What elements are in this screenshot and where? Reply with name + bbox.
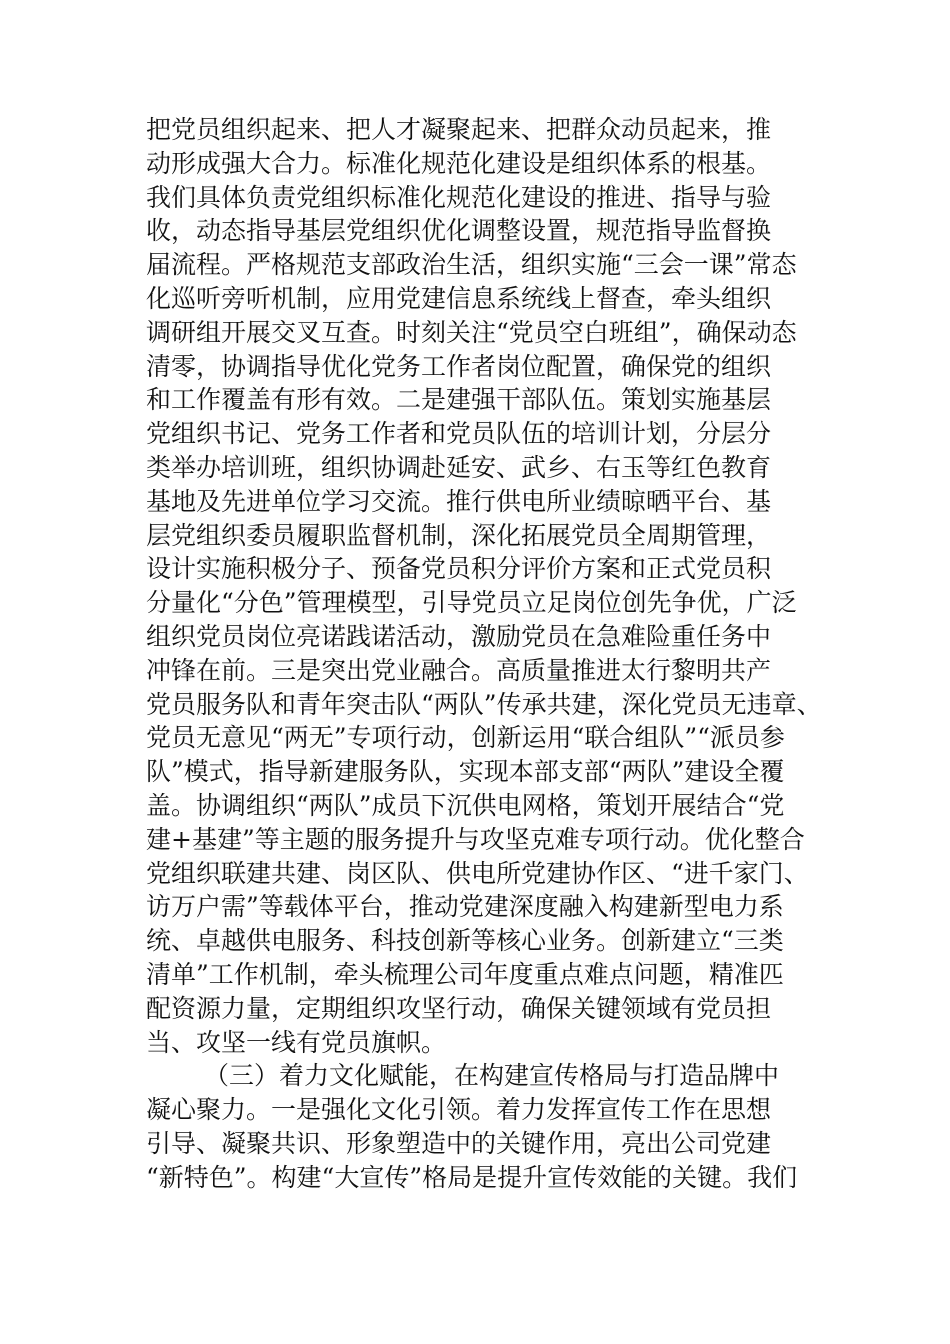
text-line: 收，动态指导基层党组织优化调整设置，规范指导监督换 (146, 216, 772, 246)
text-line: 组织党员岗位亮诺践诺活动，激励党员在急难险重任务中 (146, 621, 772, 651)
text-line: 党组织书记、党务工作者和党员队伍的培训计划，分层分 (146, 419, 772, 449)
text-line: 化巡听旁听机制，应用党建信息系统线上督查，牵头组织 (146, 283, 772, 313)
text-line: 党员服务队和青年突击队“两队”传承共建，深化党员无违章、 (146, 689, 822, 719)
paragraph-2 (146, 1059, 846, 1194)
text-line: “新特色”。构建“大宣传”格局是提升宣传效能的关键。我们 (146, 1162, 798, 1192)
text-line: 层党组织委员履职监督机制，深化拓展党员全周期管理， (146, 520, 772, 550)
text-line: 基地及先进单位学习交流。推行供电所业绩晾晒平台、基 (146, 486, 772, 516)
text-line: 党组织联建共建、岗区队、供电所党建协作区、“进千家门、 (146, 858, 809, 888)
text-line: 清零，协调指导优化党务工作者岗位配置，确保党的组织 (146, 351, 772, 381)
text-line: 分量化“分色”管理模型，引导党员立足岗位创先争优，广泛 (146, 588, 797, 618)
body-text (146, 113, 846, 1195)
text-line: 配资源力量，定期组织攻坚行动，确保关键领域有党员担 (146, 993, 772, 1023)
text-line: 冲锋在前。三是突出党业融合。高质量推进太行黎明共产 (146, 655, 772, 685)
text-line: 清单”工作机制，牵头梳理公司年度重点难点问题，精准匹 (146, 959, 784, 989)
text-line: 凝心聚力。一是强化文化引领。着力发挥宣传工作在思想 (146, 1095, 772, 1125)
text-line: 党员无意见“两无”专项行动，创新运用“联合组队”“派员参 (146, 723, 785, 753)
section-heading-line: （三）着力文化赋能，在构建宣传格局与打造品牌中 (204, 1061, 780, 1091)
text-line: 把党员组织起来、把人才凝聚起来、把群众动员起来，推 (146, 115, 772, 144)
text-line: 统、卓越供电服务、科技创新等核心业务。创新建立“三类 (146, 926, 784, 956)
text-line: 届流程。严格规范支部政治生活，组织实施“三会一课”常态 (146, 250, 797, 280)
text-line: 访万户需”等载体平台，推动党建深度融入构建新型电力系 (146, 892, 784, 922)
text-line: 引导、凝聚共识、形象塑造中的关键作用，亮出公司党建 (146, 1128, 772, 1158)
text-line: 队”模式，指导新建服务队，实现本部支部“两队”建设全覆 (146, 757, 785, 787)
text-line: 动形成强大合力。标准化规范化建设是组织体系的根基。 (146, 148, 772, 178)
text-line: 建+基建”等主题的服务提升与攻坚克难专项行动。优化整合 (146, 824, 805, 854)
text-line: 当、攻坚一线有党员旗帜。 (146, 1027, 447, 1057)
text-line: 和工作覆盖有形有效。二是建强干部队伍。策划实施基层 (146, 385, 772, 415)
paragraph-1 (146, 113, 846, 1059)
text-line: 调研组开展交叉互查。时刻关注“党员空白班组”，确保动态 (146, 317, 797, 347)
text-line: 类举办培训班，组织协调赴延安、武乡、右玉等红色教育 (146, 452, 772, 482)
text-line: 盖。协调组织“两队”成员下沉供电网格，策划开展结合“党 (146, 790, 785, 820)
text-line: 我们具体负责党组织标准化规范化建设的推进、指导与验 (146, 182, 772, 212)
text-line: 设计实施积极分子、预备党员积分评价方案和正式党员积 (146, 554, 772, 584)
